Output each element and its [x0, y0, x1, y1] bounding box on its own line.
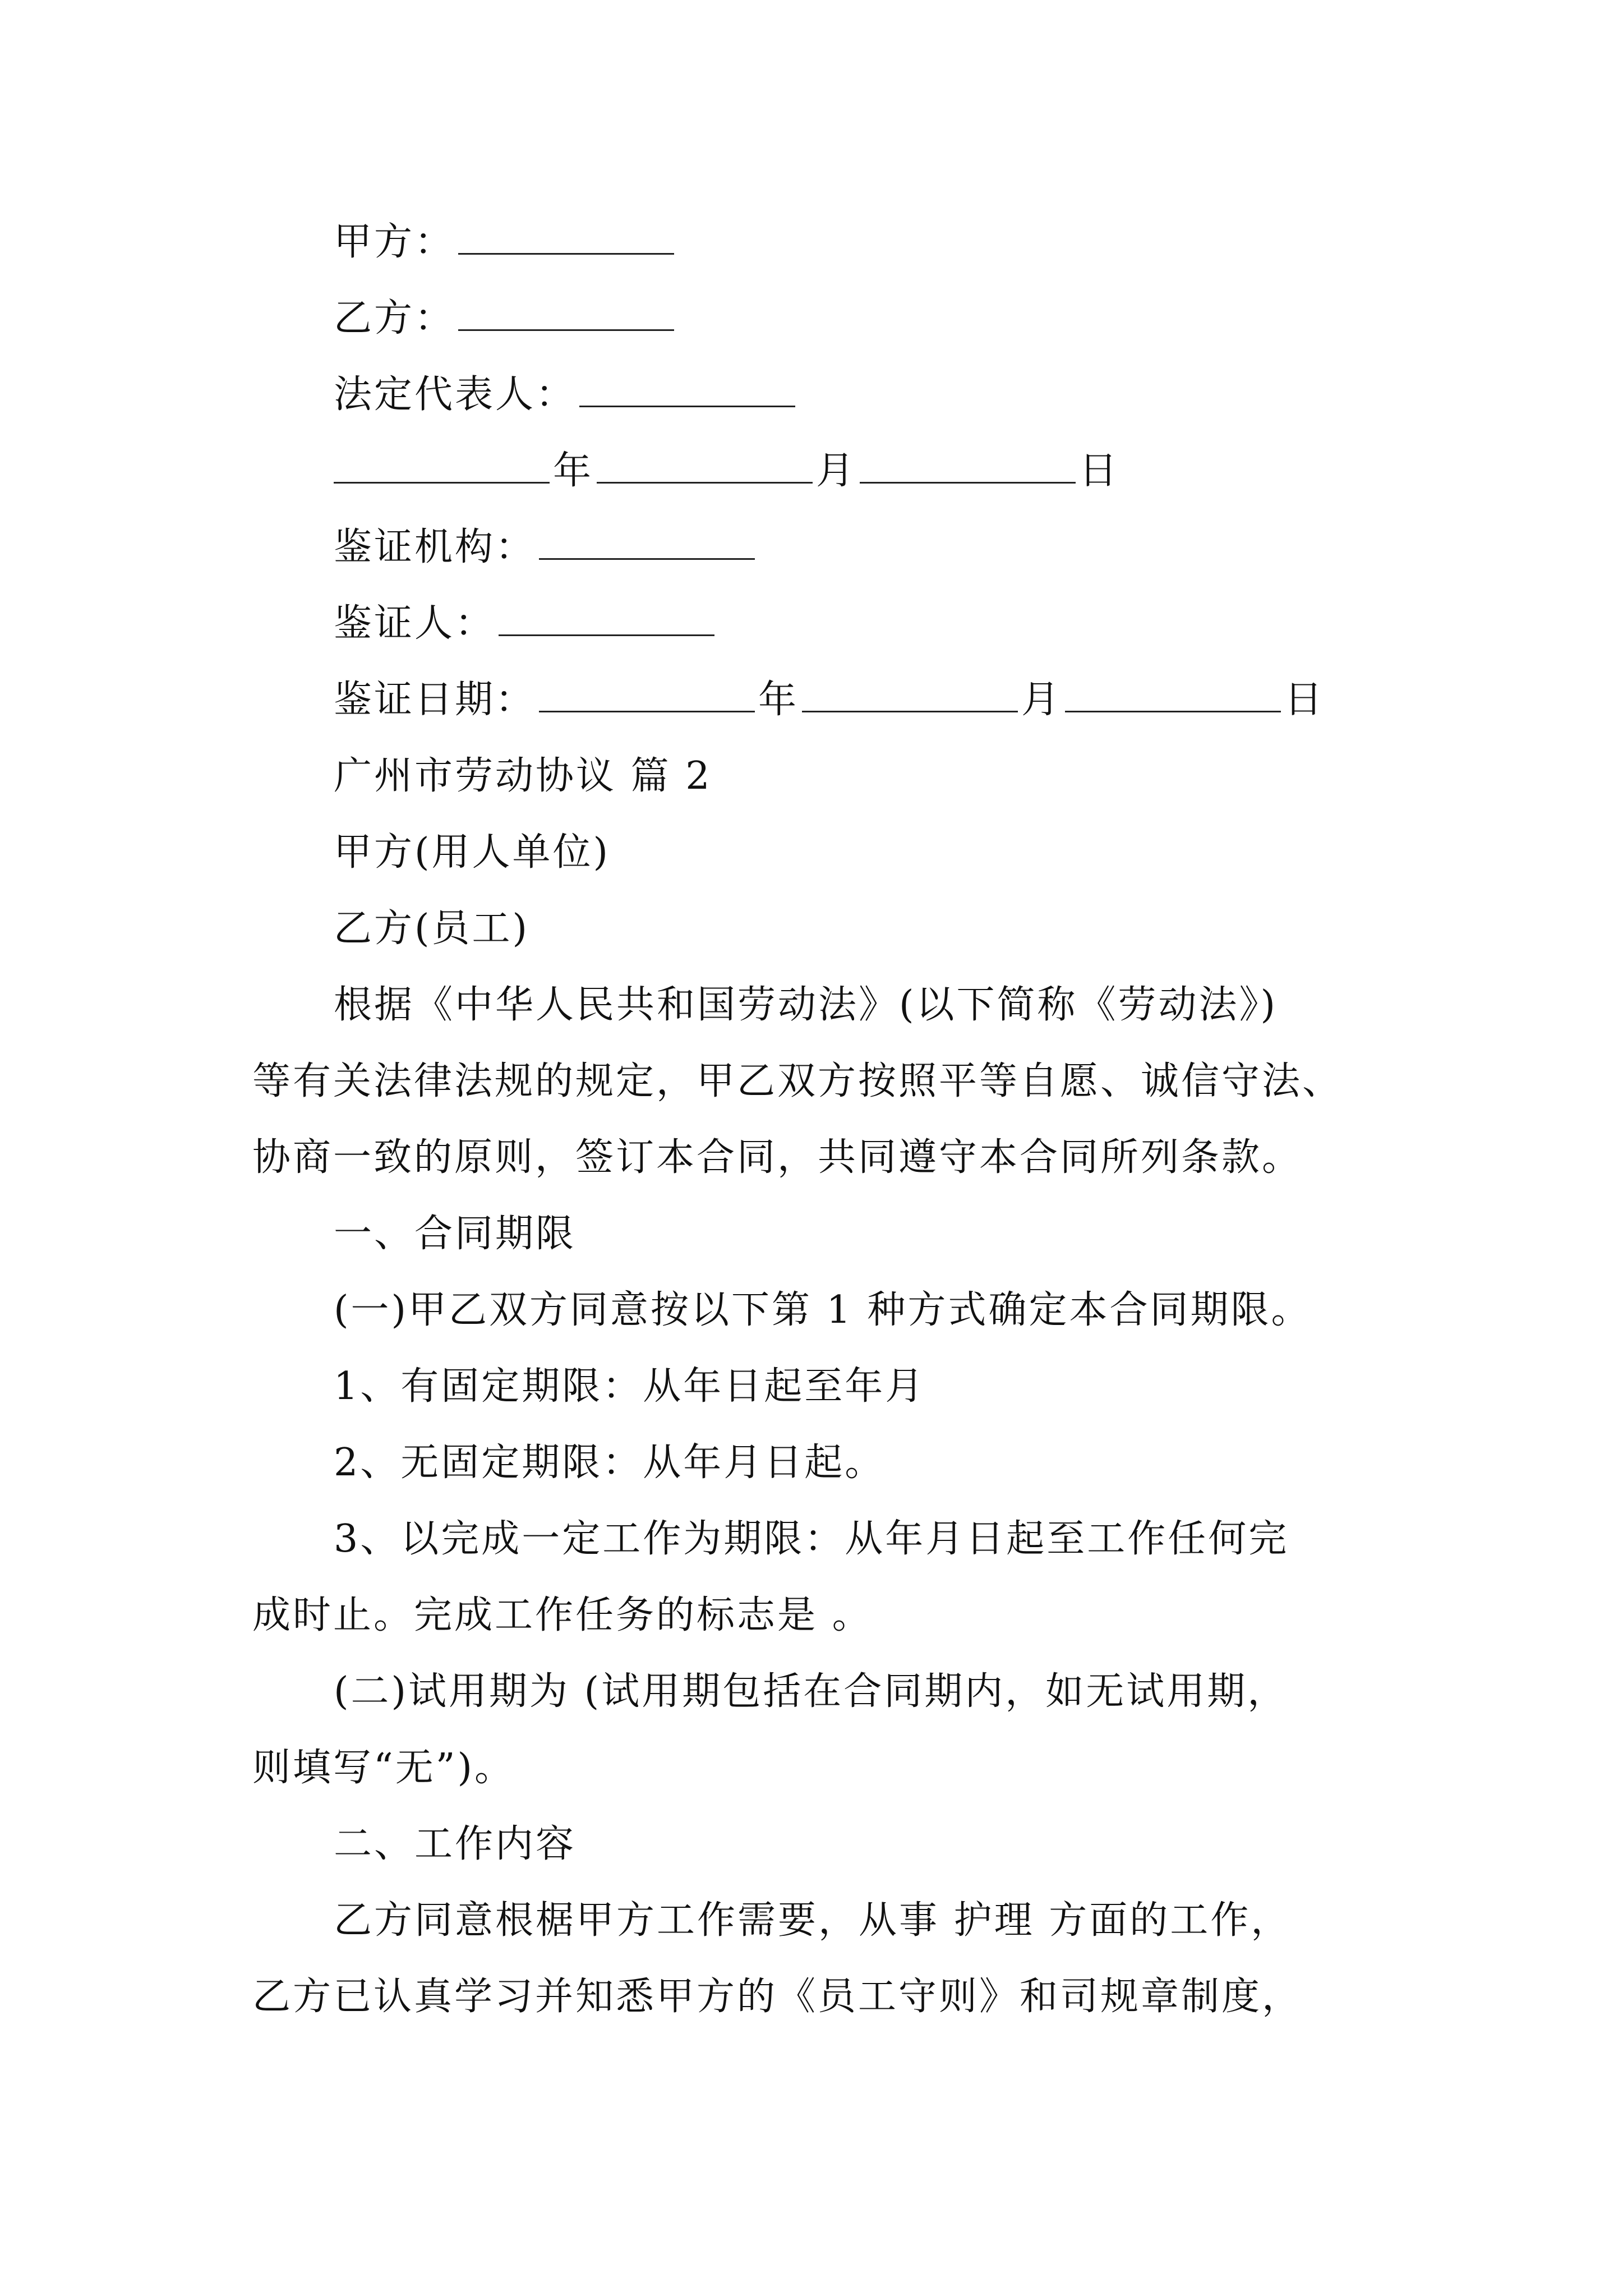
party-a-label: 甲方： — [334, 220, 455, 264]
notary-org-blank — [539, 528, 755, 560]
party-a-blank — [458, 223, 674, 255]
heading-contract-term: 一、合同期限 — [334, 1212, 577, 1256]
party-a-signature-line — [334, 220, 677, 265]
legal-rep-line — [334, 372, 799, 417]
term-fixed: 1、有固定期限：从年日起至年月 — [334, 1364, 926, 1409]
notary-month-label: 月 — [1021, 678, 1062, 722]
intro-paragraph-line-1: 根据《中华人民共和国劳动法》(以下简称《劳动法》) — [334, 983, 1278, 1027]
work-content-line-1: 乙方同意根椐甲方工作需要，从事 护理 方面的工作， — [334, 1898, 1292, 1943]
notary-month-blank — [802, 680, 1018, 712]
term-unfixed: 2、无固定期限：从年月日起。 — [334, 1441, 886, 1485]
notary-date-label: 鉴证日期： — [334, 678, 536, 722]
notary-org-line — [334, 525, 758, 570]
term-task-line-1: 3、以完成一定工作为期限：从年月日起至工作任何完 — [334, 1517, 1289, 1561]
party-b-employee: 乙方(员工) — [334, 907, 530, 951]
intro-paragraph-line-3: 协商一致的原则，签订本合同，共同遵守本合同所列条款。 — [252, 1135, 1303, 1180]
party-a-employer: 甲方(用人单位) — [334, 830, 611, 875]
year-label: 年 — [553, 449, 594, 493]
month-label: 月 — [816, 449, 857, 493]
heading-work-content: 二、工作内容 — [334, 1822, 577, 1866]
day-blank — [860, 452, 1076, 484]
legal-rep-label: 法定代表人： — [334, 372, 577, 417]
notary-year-blank — [539, 680, 755, 712]
notary-person-blank — [499, 604, 714, 636]
section-title: 广州市劳动协议 篇 2 — [334, 754, 712, 798]
notary-person-label: 鉴证人： — [334, 601, 496, 646]
notary-org-label: 鉴证机构： — [334, 525, 536, 569]
probation-line-1: (二)试用期为 (试用期包括在合同期内，如无试用期， — [334, 1669, 1288, 1714]
notary-person-line — [334, 601, 718, 646]
clause-term-method: (一)甲乙双方同意按以下第 1 种方式确定本合同期限。 — [334, 1288, 1312, 1332]
notary-date-line — [334, 678, 1325, 723]
month-blank — [597, 452, 813, 484]
notary-day-label: 日 — [1284, 678, 1325, 722]
year-blank — [334, 452, 550, 484]
notary-year-label: 年 — [758, 678, 799, 722]
legal-rep-blank — [579, 375, 795, 407]
probation-line-2: 则填写“无”)。 — [252, 1746, 515, 1790]
work-content-line-2: 乙方已认真学习并知悉甲方的《员工守则》和司规章制度， — [252, 1975, 1303, 2019]
notary-day-blank — [1065, 680, 1281, 712]
party-b-signature-line — [334, 296, 677, 341]
party-b-blank — [458, 299, 674, 331]
term-task-line-2: 成时止。完成工作任务的标志是 。 — [252, 1593, 873, 1637]
party-b-label: 乙方： — [334, 296, 455, 341]
intro-paragraph-line-2: 等有关法律法规的规定，甲乙双方按照平等自愿、诚信守法、 — [252, 1059, 1343, 1103]
day-label: 日 — [1079, 449, 1120, 493]
signing-date-line — [334, 449, 1119, 494]
